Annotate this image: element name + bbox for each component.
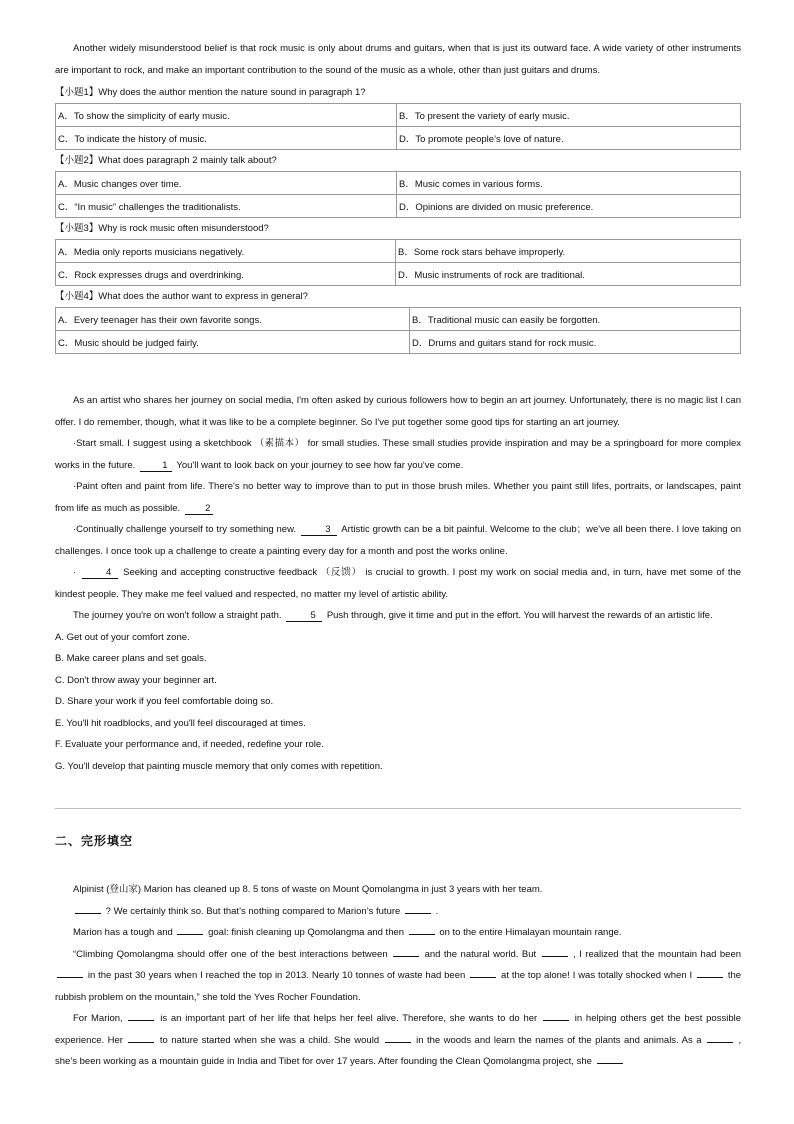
choice-item[interactable]: F. Evaluate your performance and, if needed, redefine your role. (55, 739, 324, 751)
option-c[interactable]: C．To indicate the history of music. (56, 127, 397, 150)
choice-item[interactable]: B. Make career plans and set goals. (55, 653, 207, 665)
option-b[interactable]: B．Some rock stars behave improperly. (396, 240, 741, 263)
choice-item[interactable]: E. You'll hit roadblocks, and you'll feel discouraged at times. (55, 717, 306, 729)
options-table (55, 171, 741, 218)
question-block (55, 82, 741, 354)
answer-blank-4[interactable]: 4 (82, 568, 118, 579)
passage-paragraph: For Marion, is an important part of her life that helps her feel alive. Therefore, she wants to do her in helping others get the best possible experience. Her to nature started when she was a child. She would in the woods and learn the names of the plants and animals. As a , she’s been working as a mountain guide in India and Tibet for over 17 years. After founding the Clean Qomolangma project, she (55, 1013, 742, 1067)
option-c[interactable]: C．Rock expresses drugs and overdrinking. (56, 263, 396, 286)
reading-passage-2 (55, 390, 741, 778)
cloze-blank[interactable] (597, 1054, 623, 1064)
cloze-blank[interactable] (697, 968, 723, 978)
passage-paragraph: ·Continually challenge yourself to try something new. 3 Artistic growth can be a bit painful. Welcome to the club；we've all been there. I love taking on challenges. I once took up a challenge to create a painting every day for a month and post the works online. (55, 524, 742, 557)
option-a[interactable]: A．Media only reports musicians negatively. (56, 240, 396, 263)
question-stem: 【小题2】What does paragraph 2 mainly talk about? (55, 155, 277, 166)
options-table (55, 307, 741, 354)
passage-paragraph: · 4 Seeking and accepting constructive feedback （反馈） is crucial to growth. I post my work on social media and, in turn, have met some of the kindest people. They make me feel valued and respected, no matter my level of artistic ability. (55, 567, 742, 600)
option-c[interactable]: C．“In music” challenges the traditionalists. (56, 195, 397, 218)
answer-blank-1[interactable]: 1 (140, 461, 172, 472)
cloze-blank[interactable] (393, 947, 419, 957)
question-stem: 【小题1】Why does the author mention the nature sound in paragraph 1? (55, 87, 366, 98)
cloze-blank[interactable] (542, 947, 568, 957)
passage-paragraph: Another widely misunderstood belief is that rock music is only about drums and guitars, when that is just its outward face. A wide variety of other instruments are important to rock, and make an important contribution to the sound of the music as a whole, other than just guitars and drums. (55, 43, 741, 76)
section-divider (55, 808, 741, 809)
cloze-blank[interactable] (75, 904, 101, 914)
choice-item[interactable]: D. Share your work if you feel comfortable doing so. (55, 696, 274, 708)
answer-blank-2[interactable]: 2 (185, 504, 213, 515)
passage-paragraph: ? We certainly think so. But that’s nothing compared to Marion’s future . (55, 901, 741, 923)
passage-paragraph: ·Paint often and paint from life. There's no better way to improve than to put in those brush miles. Whether you paint still lifes, portraits, or landscapes, paint from life as much as possible. 2 (55, 481, 741, 514)
option-a[interactable]: A．To show the simplicity of early music. (56, 104, 397, 127)
cloze-blank[interactable] (385, 1033, 411, 1043)
option-b[interactable]: B．Music comes in various forms. (397, 172, 741, 195)
option-d[interactable]: D．Drums and guitars stand for rock music. (410, 331, 741, 354)
question-stem: 【小题3】Why is rock music often misunderstood? (55, 223, 269, 234)
section-title: 二、完形填空 (55, 834, 134, 848)
cloze-blank[interactable] (707, 1033, 733, 1043)
option-a[interactable]: A．Music changes over time. (56, 172, 397, 195)
question-stem: 【小题4】What does the author want to express in general? (55, 291, 308, 302)
choice-list (55, 627, 741, 778)
choice-item[interactable]: A. Get out of your comfort zone. (55, 631, 190, 643)
reading-passage-1 (55, 38, 741, 81)
cloze-blank[interactable] (128, 1011, 154, 1021)
answer-blank-3[interactable]: 3 (301, 525, 337, 536)
option-a[interactable]: A．Every teenager has their own favorite songs. (56, 308, 410, 331)
cloze-blank[interactable] (128, 1033, 154, 1043)
cloze-blank[interactable] (409, 925, 435, 935)
cloze-blank[interactable] (543, 1011, 569, 1021)
cloze-passage (55, 879, 741, 1073)
option-b[interactable]: B．Traditional music can easily be forgotten. (410, 308, 741, 331)
cloze-blank[interactable] (57, 968, 83, 978)
passage-paragraph: ·Start small. I suggest using a sketchbook （素描本） for small studies. These small studies provide inspiration and may be a springboard for more complex works in the future. 1 You'll want to look back on your journey to see how far you've come. (55, 438, 741, 471)
cloze-blank[interactable] (405, 904, 431, 914)
answer-blank-5[interactable]: 5 (286, 611, 322, 622)
option-c[interactable]: C．Music should be judged fairly. (56, 331, 410, 354)
options-table (55, 239, 741, 286)
cloze-blank[interactable] (470, 968, 496, 978)
option-b[interactable]: B．To present the variety of early music. (397, 104, 741, 127)
choice-item[interactable]: C. Don't throw away your beginner art. (55, 674, 217, 686)
cloze-blank[interactable] (177, 925, 203, 935)
passage-paragraph: Marion has a tough and goal: finish cleaning up Qomolangma and then on to the entire Himalayan mountain range. (73, 927, 622, 938)
option-d[interactable]: D．Opinions are divided on music preference. (397, 195, 741, 218)
choice-item[interactable]: G. You'll develop that painting muscle memory that only comes with repetition. (55, 761, 383, 773)
option-d[interactable]: D．Music instruments of rock are traditional. (396, 263, 741, 286)
passage-paragraph: As an artist who shares her journey on social media, I'm often asked by curious followers how to begin an art journey. Unfortunately, there is no magic list I can offer. I do remember, though, what it was like to be a complete beginner. So I've put together some good tips for starting an art journey. (55, 395, 741, 428)
passage-paragraph: The journey you're on won't follow a straight path. 5 Push through, give it time and put in the effort. You will harvest the rewards of an artistic life. (73, 610, 713, 621)
option-d[interactable]: D．To promote people’s love of nature. (397, 127, 741, 150)
options-table (55, 103, 741, 150)
passage-paragraph: Alpinist (登山家) Marion has cleaned up 8. 5 tons of waste on Mount Qomolangma in just 3 years with her team. (73, 884, 543, 895)
passage-paragraph: “Climbing Qomolangma should offer one of the best interactions between and the natural world. But , I realized that the mountain had been in the past 30 years when I reached the top in 2013. Nearly 10 tonnes of waste had been at the top alone! I was totally shocked when I the rubbish problem on the mountain,” she told the Yves Rocher Foundation. (55, 948, 742, 1003)
